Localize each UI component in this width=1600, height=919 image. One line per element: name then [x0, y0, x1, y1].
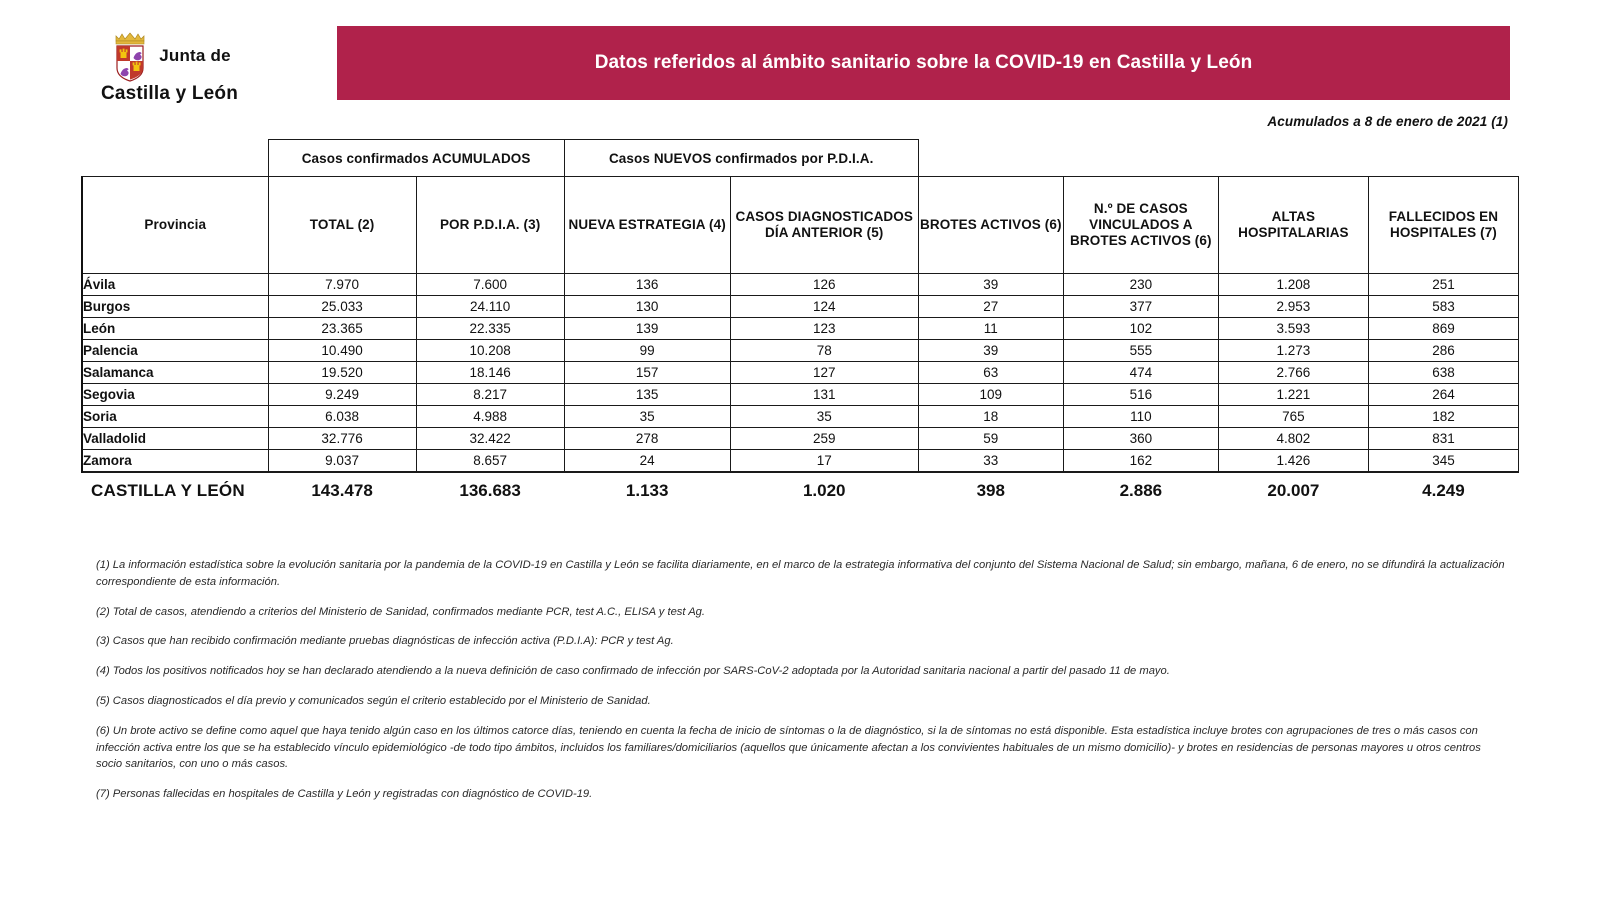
cell-fallecidos: 264 — [1368, 384, 1518, 406]
title-banner — [337, 26, 1510, 100]
junta-logo — [72, 26, 267, 105]
total-fallecidos: 4.249 — [1368, 472, 1518, 509]
table-row — [82, 318, 1519, 340]
cell-altas: 1.426 — [1218, 450, 1368, 473]
cell-fallecidos: 638 — [1368, 362, 1518, 384]
covid-data-table-container — [81, 139, 1519, 509]
logo-text-line2: Castilla y León — [100, 83, 239, 104]
cell-pdia: 10.208 — [416, 340, 564, 362]
cell-nueva: 135 — [564, 384, 730, 406]
cell-nueva: 35 — [564, 406, 730, 428]
table-row — [82, 296, 1519, 318]
cell-fallecidos: 345 — [1368, 450, 1518, 473]
column-header-total: TOTAL (2) — [268, 177, 416, 274]
logo-text-line1: Junta de — [159, 46, 231, 66]
cell-provincia: Segovia — [82, 384, 268, 406]
cell-total: 9.249 — [268, 384, 416, 406]
footnote-5: (5) Casos diagnosticados el día previo y comunicados según el criterio establecido por el Ministerio de Sanidad. — [96, 694, 651, 707]
group-header-spacer — [82, 140, 268, 177]
cell-dia-anterior: 127 — [730, 362, 918, 384]
cell-brotes: 18 — [918, 406, 1063, 428]
table-row — [82, 450, 1519, 473]
cell-vinculados: 474 — [1063, 362, 1218, 384]
cell-brotes: 27 — [918, 296, 1063, 318]
cell-vinculados: 360 — [1063, 428, 1218, 450]
cell-brotes: 11 — [918, 318, 1063, 340]
cell-fallecidos: 583 — [1368, 296, 1518, 318]
accumulated-date-caption: Acumulados a 8 de enero de 2021 (1) — [1267, 114, 1508, 129]
cell-total: 10.490 — [268, 340, 416, 362]
column-header-nueva-estrategia: NUEVA ESTRATEGIA (4) — [564, 177, 730, 274]
cell-pdia: 24.110 — [416, 296, 564, 318]
cell-altas: 765 — [1218, 406, 1368, 428]
cell-total: 7.970 — [268, 274, 416, 296]
cell-dia-anterior: 131 — [730, 384, 918, 406]
cell-altas: 1.221 — [1218, 384, 1368, 406]
cell-altas: 3.593 — [1218, 318, 1368, 340]
cell-nueva: 136 — [564, 274, 730, 296]
total-altas: 20.007 — [1218, 472, 1368, 509]
cell-brotes: 39 — [918, 340, 1063, 362]
group-header-row — [82, 140, 1519, 177]
footnote-4: (4) Todos los positivos notificados hoy se han declarado atendiendo a la nueva definición de caso confirmado de infección por SARS-CoV-2 adoptada por la Autoridad sanitaria nacional a partir del pasado 11 de mayo. — [96, 665, 1170, 678]
total-total: 143.478 — [268, 472, 416, 509]
column-header-por-pdia: POR P.D.I.A. (3) — [416, 177, 564, 274]
column-header-row — [82, 177, 1519, 274]
cell-fallecidos: 869 — [1368, 318, 1518, 340]
table-row — [82, 362, 1519, 384]
cell-provincia: Salamanca — [82, 362, 268, 384]
cell-vinculados: 162 — [1063, 450, 1218, 473]
column-header-fallecidos: FALLECIDOS EN HOSPITALES (7) — [1368, 177, 1518, 274]
cell-vinculados: 377 — [1063, 296, 1218, 318]
footnote-2: (2) Total de casos, atendiendo a criterios del Ministerio de Sanidad, confirmados mediante PCR, test A.C., ELISA y test Ag. — [96, 605, 705, 618]
cell-brotes: 63 — [918, 362, 1063, 384]
group-header-spacer-5 — [1368, 140, 1518, 177]
cell-brotes: 33 — [918, 450, 1063, 473]
cell-vinculados: 230 — [1063, 274, 1218, 296]
total-brotes: 398 — [918, 472, 1063, 509]
cell-vinculados: 555 — [1063, 340, 1218, 362]
cell-total: 23.365 — [268, 318, 416, 340]
cell-dia-anterior: 124 — [730, 296, 918, 318]
cell-fallecidos: 286 — [1368, 340, 1518, 362]
page-header — [0, 0, 1600, 104]
cell-provincia: Ávila — [82, 274, 268, 296]
cell-vinculados: 110 — [1063, 406, 1218, 428]
cell-total: 32.776 — [268, 428, 416, 450]
table-total-row — [82, 472, 1519, 509]
cell-nueva: 157 — [564, 362, 730, 384]
cell-nueva: 24 — [564, 450, 730, 473]
cell-brotes: 39 — [918, 274, 1063, 296]
cell-altas: 4.802 — [1218, 428, 1368, 450]
cell-nueva: 278 — [564, 428, 730, 450]
cell-provincia: Palencia — [82, 340, 268, 362]
cell-pdia: 4.988 — [416, 406, 564, 428]
cell-fallecidos: 251 — [1368, 274, 1518, 296]
cell-fallecidos: 182 — [1368, 406, 1518, 428]
cell-total: 6.038 — [268, 406, 416, 428]
group-header-spacer-3 — [1063, 140, 1218, 177]
cell-altas: 1.273 — [1218, 340, 1368, 362]
column-header-altas-hospitalarias: ALTAS HOSPITALARIAS — [1218, 177, 1368, 274]
cell-nueva: 130 — [564, 296, 730, 318]
cell-altas: 1.208 — [1218, 274, 1368, 296]
group-header-nuevos: Casos NUEVOS confirmados por P.D.I.A. — [564, 140, 918, 177]
cell-brotes: 109 — [918, 384, 1063, 406]
table-row — [82, 274, 1519, 296]
table-row — [82, 406, 1519, 428]
group-header-spacer-2 — [918, 140, 1063, 177]
table-row — [82, 384, 1519, 406]
cell-pdia: 8.657 — [416, 450, 564, 473]
cell-altas: 2.953 — [1218, 296, 1368, 318]
cell-total: 25.033 — [268, 296, 416, 318]
cell-altas: 2.766 — [1218, 362, 1368, 384]
cell-provincia: Valladolid — [82, 428, 268, 450]
column-header-casos-dia-anterior: CASOS DIAGNOSTICADOS DÍA ANTERIOR (5) — [730, 177, 918, 274]
cell-fallecidos: 831 — [1368, 428, 1518, 450]
footnote-1: (1) La información estadística sobre la evolución sanitaria por la pandemia de la COVID-19 en Castilla y León se facilita diariamente, en el marco de la estrategia informativa del conjunto del Sistema Nacional de Salud; sin embargo, mañana, 6 de enero, no se difundirá la actualización correspondiente de esta información. — [96, 559, 1505, 588]
footnote-6: (6) Un brote activo se define como aquel que haya tenido algún caso en los últimos catorce días, teniendo en cuenta la fecha de inicio de síntomas o la de diagnóstico, si la de síntomas no está disponible. Esta estadística incluye brotes con agrupaciones de tres o más casos con infección activa entre los que se ha establecido vínculo epidemiológico -de todo tipo ámbitos, incluidos los familiares/domiciliarios (aquellos que únicamente afectan a los convivientes habituales de un mismo domicilio)- y brotes en residencias de personas mayores u otros centros socio sanitarios, con uno o más casos. — [96, 724, 1481, 771]
footnotes-section — [96, 557, 1508, 803]
cell-pdia: 22.335 — [416, 318, 564, 340]
cell-provincia: León — [82, 318, 268, 340]
cell-nueva: 99 — [564, 340, 730, 362]
cell-total: 9.037 — [268, 450, 416, 473]
cell-provincia: Burgos — [82, 296, 268, 318]
cell-pdia: 7.600 — [416, 274, 564, 296]
table-row — [82, 340, 1519, 362]
table-body — [82, 274, 1519, 510]
cell-nueva: 139 — [564, 318, 730, 340]
cell-dia-anterior: 126 — [730, 274, 918, 296]
cell-brotes: 59 — [918, 428, 1063, 450]
total-nueva: 1.133 — [564, 472, 730, 509]
column-header-provincia: Provincia — [82, 177, 268, 274]
cell-dia-anterior: 35 — [730, 406, 918, 428]
cell-dia-anterior: 78 — [730, 340, 918, 362]
column-header-casos-vinculados: N.º DE CASOS VINCULADOS A BROTES ACTIVOS (6) — [1063, 177, 1218, 274]
total-dia-anterior: 1.020 — [730, 472, 918, 509]
total-label: CASTILLA Y LEÓN — [82, 472, 268, 509]
coat-of-arms-icon — [108, 30, 152, 82]
cell-dia-anterior: 259 — [730, 428, 918, 450]
total-vinculados: 2.886 — [1063, 472, 1218, 509]
group-header-acumulados: Casos confirmados ACUMULADOS — [268, 140, 564, 177]
cell-dia-anterior: 17 — [730, 450, 918, 473]
cell-provincia: Zamora — [82, 450, 268, 473]
group-header-spacer-4 — [1218, 140, 1368, 177]
footnote-7: (7) Personas fallecidas en hospitales de Castilla y León y registradas con diagnóstico de COVID-19. — [96, 788, 593, 801]
total-pdia: 136.683 — [416, 472, 564, 509]
banner-title: Datos referidos al ámbito sanitario sobre la COVID-19 en Castilla y León — [594, 52, 1253, 73]
column-header-brotes-activos: BROTES ACTIVOS (6) — [918, 177, 1063, 274]
covid-data-table — [81, 139, 1519, 509]
footnote-3: (3) Casos que han recibido confirmación mediante pruebas diagnósticas de infección activa (P.D.I.A): PCR y test Ag. — [96, 635, 674, 648]
table-row — [82, 428, 1519, 450]
cell-total: 19.520 — [268, 362, 416, 384]
logo-row — [108, 30, 231, 82]
cell-pdia: 32.422 — [416, 428, 564, 450]
cell-vinculados: 516 — [1063, 384, 1218, 406]
cell-provincia: Soria — [82, 406, 268, 428]
cell-dia-anterior: 123 — [730, 318, 918, 340]
cell-pdia: 18.146 — [416, 362, 564, 384]
cell-pdia: 8.217 — [416, 384, 564, 406]
cell-vinculados: 102 — [1063, 318, 1218, 340]
